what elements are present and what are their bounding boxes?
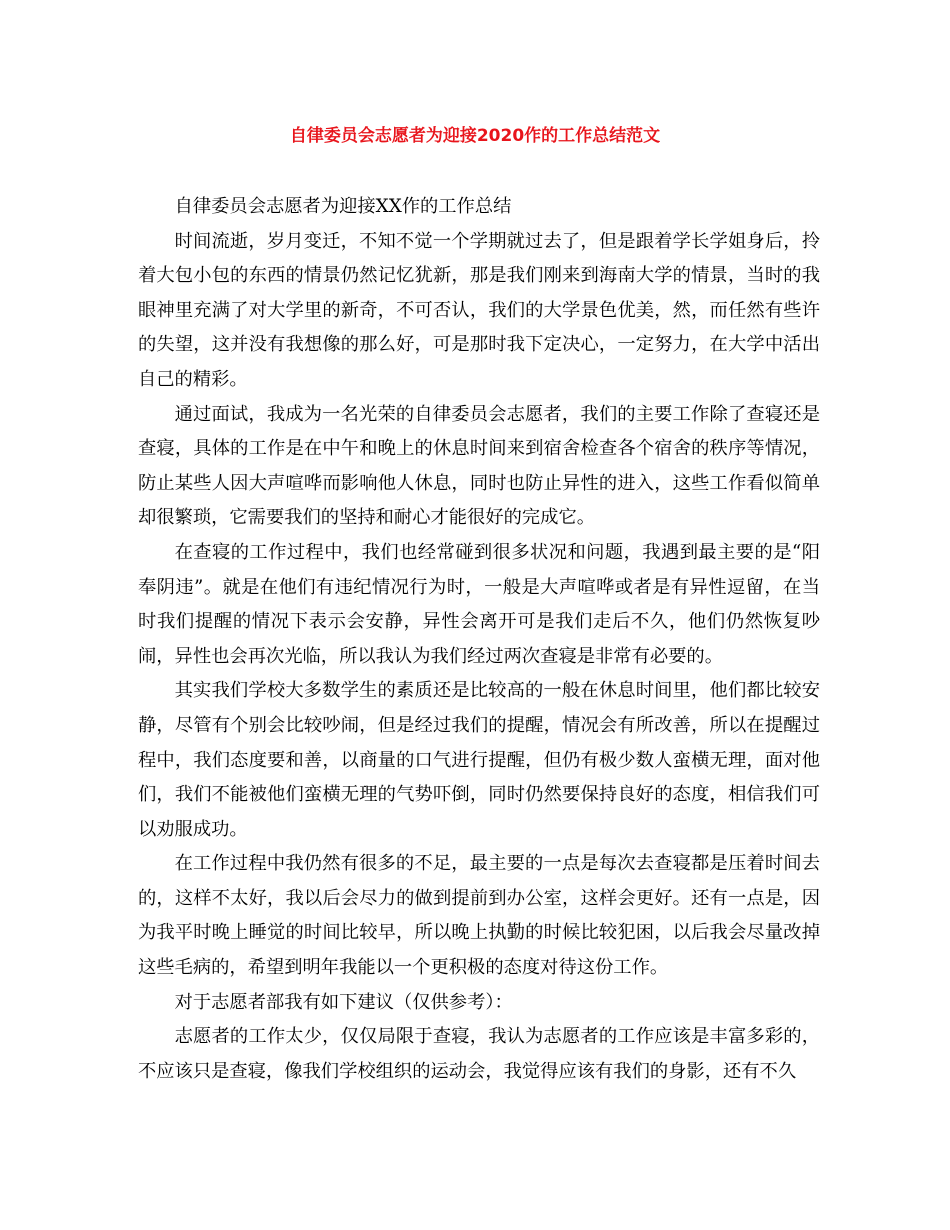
paragraph: 在查寝的工作过程中，我们也经常碰到很多状况和问题，我遇到最主要的是“阳奉阴违”。就是在他们有违纪情况行为时，一般是大声喧哗或者是有异性逗留，在当时我们提醒的情况下表示会安静，异性会离开可是我们走后不久，他们仍然恢复吵闹，异性也会再次光临，所以我认为我们经过两次查寝是非常有必要的。	[138, 541, 820, 667]
paragraph: 志愿者的工作太少，仅仅局限于查寝，我认为志愿者的工作应该是丰富多彩的，不应该只是查寝，像我们学校组织的运动会，我觉得应该有我们的身影，还有不久	[138, 1026, 820, 1082]
document-body	[138, 190, 820, 1089]
paragraph-subtitle: 自律委员会志愿者为迎接XX作的工作总结	[174, 196, 512, 217]
paragraph: 在工作过程中我仍然有很多的不足，最主要的一点是每次去查寝都是压着时间去的，这样不太好，我以后会尽力的做到提前到办公室，这样会更好。还有一点是，因为我平时晚上睡觉的时间比较早，所以晚上执勤的时候比较犯困，以后我会尽量改掉这些毛病的，希望到明年我能以一个更积极的态度对待这份工作。	[138, 853, 820, 979]
paragraph: 其实我们学校大多数学生的素质还是比较高的一般在休息时间里，他们都比较安静，尽管有个别会比较吵闹，但是经过我们的提醒，情况会有所改善，所以在提醒过程中，我们态度要和善，以商量的口气进行提醒，但仍有极少数人蛮横无理，面对他们，我们不能被他们蛮横无理的气势吓倒，同时仍然要保持良好的态度，相信我们可以劝服成功。	[138, 680, 820, 840]
paragraph: 通过面试，我成为一名光荣的自律委员会志愿者，我们的主要工作除了查寝还是查寝，具体的工作是在中午和晚上的休息时间来到宿舍检查各个宿舍的秩序等情况，防止某些人因大声喧哗而影响他人休息，同时也防止异性的进入，这些工作看似简单却很繁琐，它需要我们的坚持和耐心才能很好的完成它。	[138, 403, 820, 529]
document-title: 自律委员会志愿者为迎接2020作的工作总结范文	[289, 126, 661, 146]
paragraph-suggestions-heading: 对于志愿者部我有如下建议（仅供参考）：	[174, 991, 513, 1013]
paragraph: 时间流逝，岁月变迁，不知不觉一个学期就过去了，但是跟着学长学姐身后，拎着大包小包的东西的情景仍然记忆犹新，那是我们刚来到海南大学的情景，当时的我眼神里充满了对大学里的新奇，不可否认，我们的大学景色优美，然，而任然有些许的失望，这并没有我想像的那么好，可是那时我下定决心，一定努力，在大学中活出自己的精彩。	[138, 230, 820, 390]
